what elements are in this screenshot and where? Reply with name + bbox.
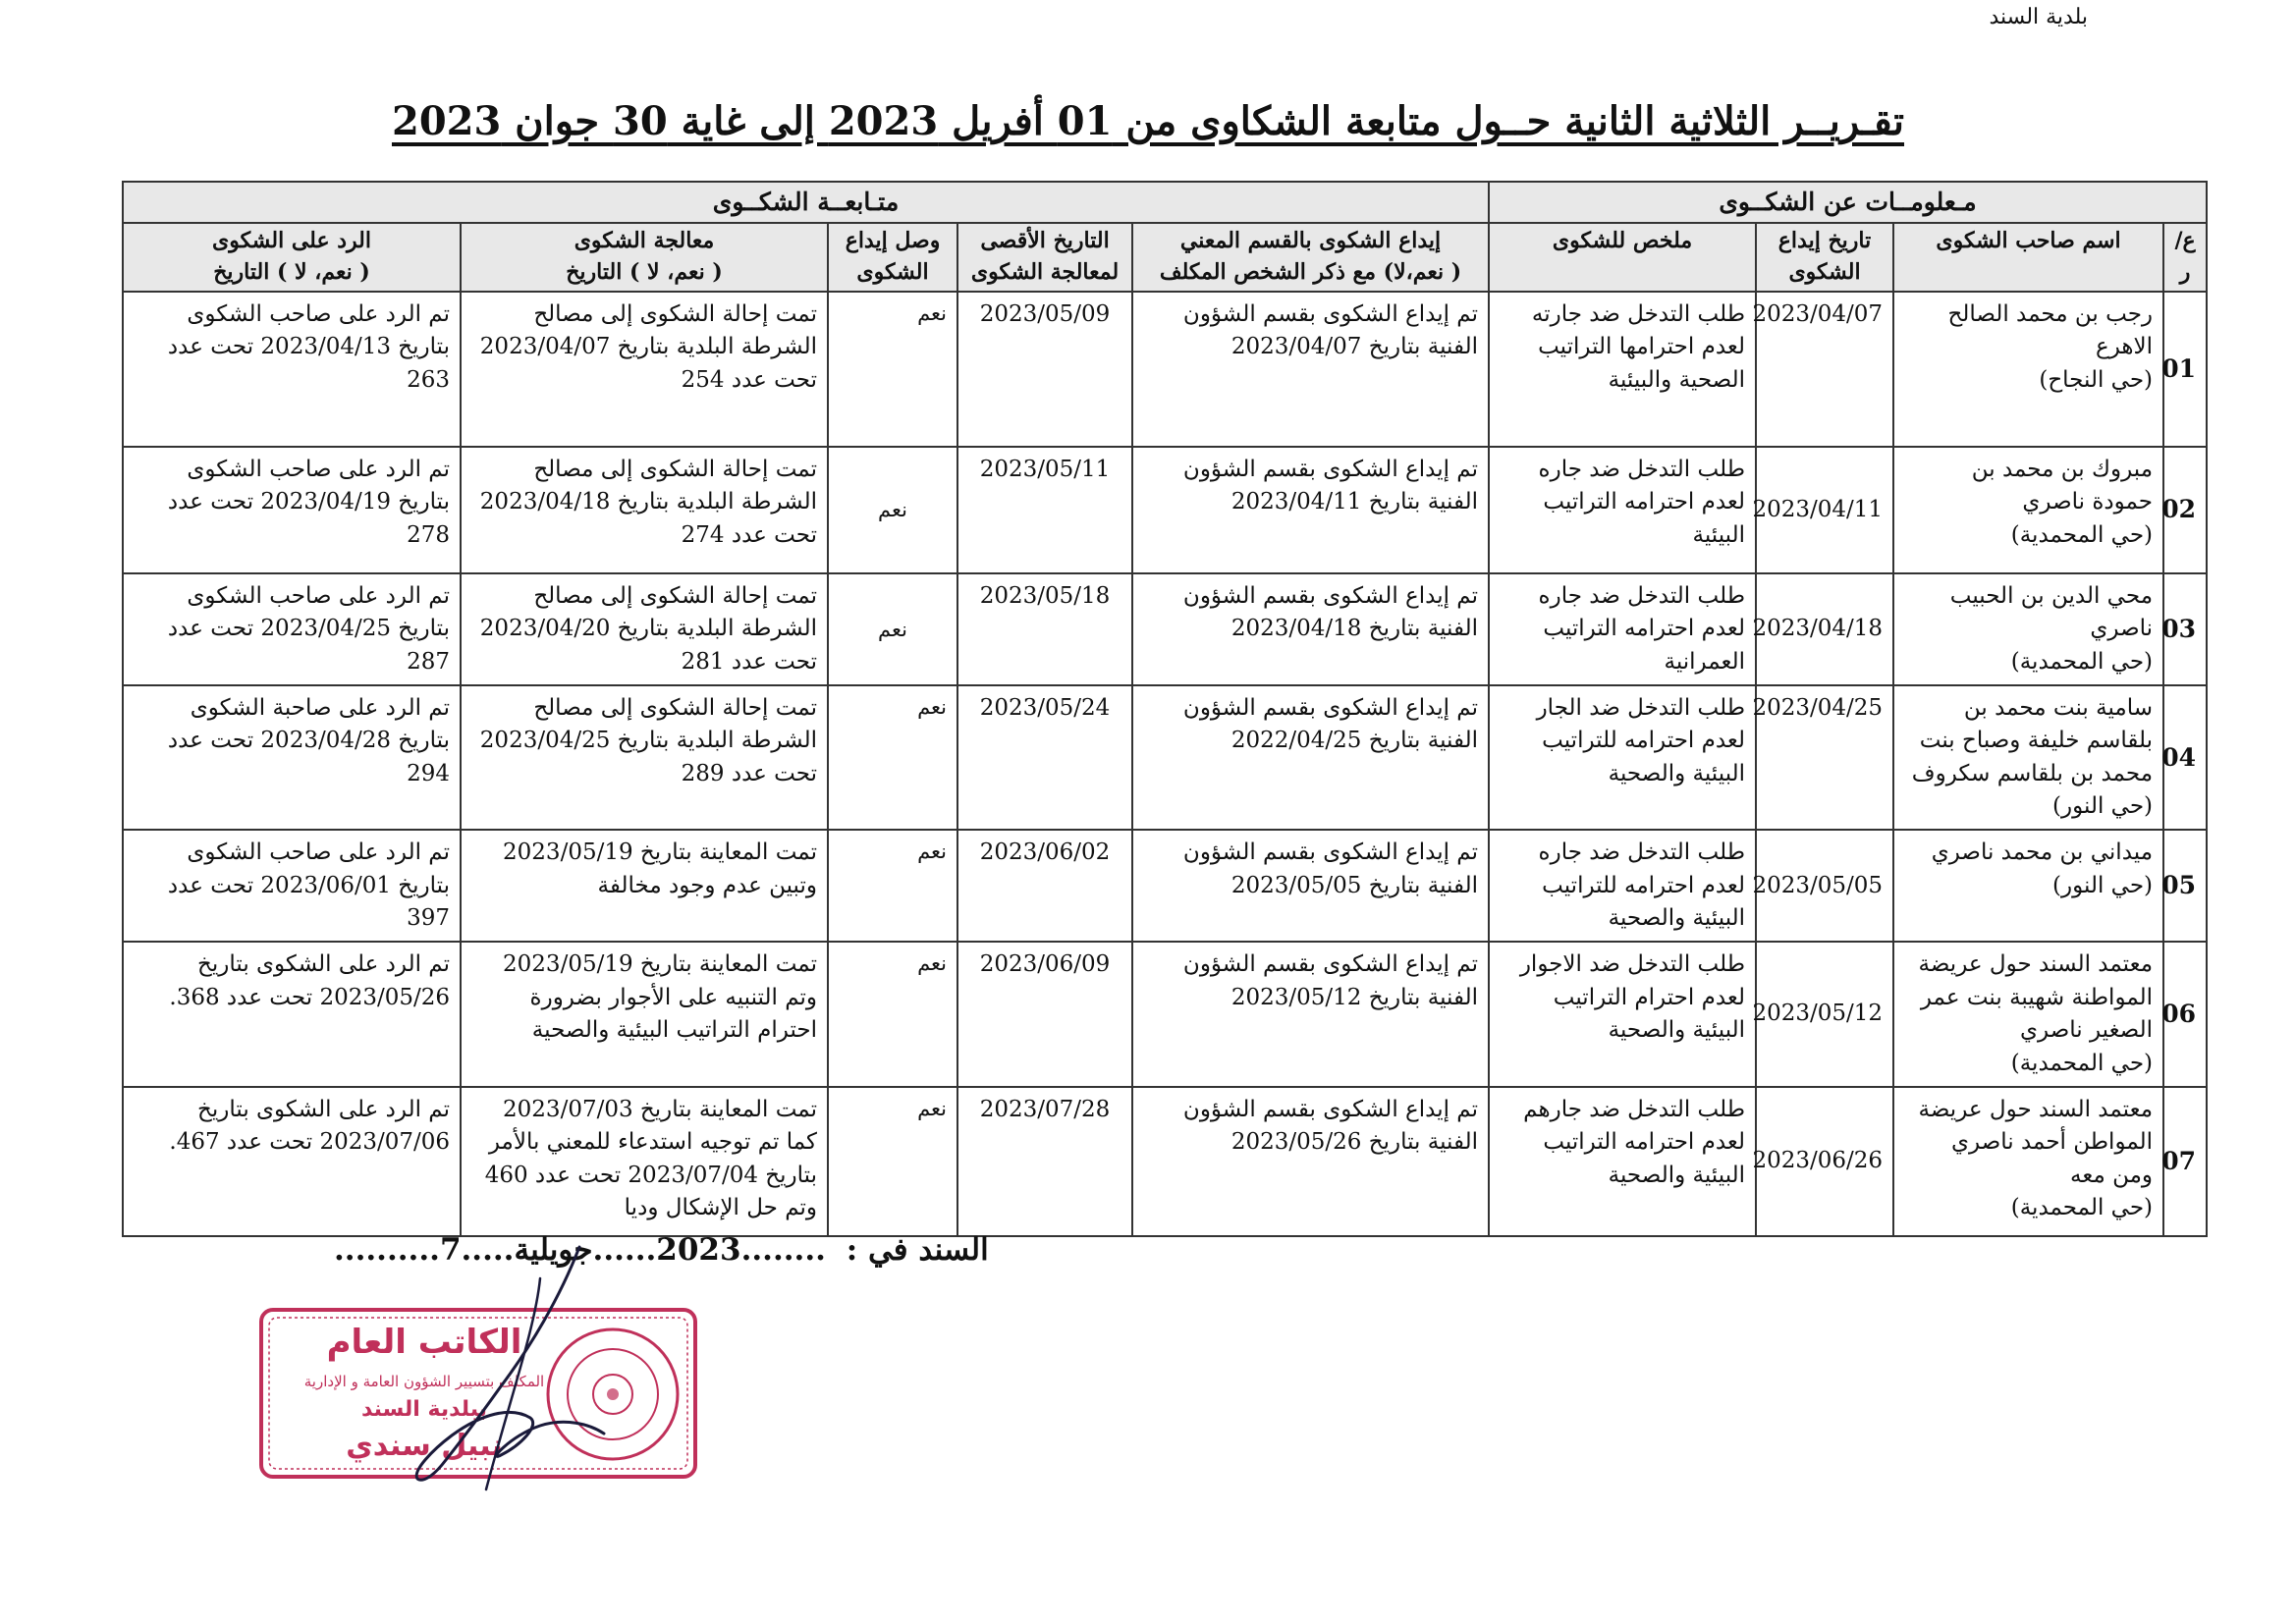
table-row [123,942,2207,1086]
complainant-name: محي الدين بن الحبيب ناصري (حي المحمدية) [1893,573,2163,685]
group-header-info: مـعلومــات عن الشكــوى [1489,182,2207,223]
complaint-date: 2023/04/07 [1756,292,1893,447]
row-num: 06 [2163,942,2207,1086]
complaint-treatment: تمت المعاينة بتاريخ 2023/05/19 وتبين عدم وجود مخالفة [461,830,828,942]
complaint-date: 2023/06/26 [1756,1087,1893,1236]
column-header-row [123,223,2207,292]
row-num: 04 [2163,685,2207,830]
stamp-name: نبيل سندي [346,1429,503,1463]
row-num: 01 [2163,292,2207,447]
complaint-treatment: تمت إحالة الشكوى إلى مصالح الشرطة البلدية بتاريخ 2023/04/20 تحت عدد 281 [461,573,828,685]
complaint-deadline: 2023/05/18 [957,573,1132,685]
group-header-row [123,182,2207,223]
table-row [123,830,2207,942]
report-title-text: تقـريــر الثلاثية الثانية حــول متابعة الشكاوى من 01 أفريل 2023 إلى غاية 30 جوان 2023 [391,98,1905,144]
complaint-reply: تم الرد على صاحب الشكوى بتاريخ 2023/04/13 تحت عدد 263 [123,292,461,447]
complaint-date: 2023/04/11 [1756,447,1893,573]
signature-stroke [416,1247,604,1480]
footer-place-label: السند في : [846,1232,989,1268]
complaint-summary: طلب التدخل ضد جارته لعدم احترامها التراتيب الصحية والبيئية [1489,292,1756,447]
col-header-deposit: إيداع الشكوى بالقسم المعني ( نعم،لا) مع ذكر الشخص المكلف [1132,223,1489,292]
complainant-name: مبروك بن محمد بن حمودة ناصري (حي المحمدية) [1893,447,2163,573]
col-header-deadline: التاريخ الأقصى لمعالجة الشكوى [957,223,1132,292]
complaint-reply: تم الرد على صاحبة الشكوى بتاريخ 2023/04/28 تحت عدد 294 [123,685,461,830]
col-header-treatment: معالجة الشكوى ( نعم، لا ) التاريخ [461,223,828,292]
complaint-summary: طلب التدخل ضد جاره لعدم احترامه للتراتيب البيئية والصحية [1489,830,1756,942]
complaint-deposit: تم إيداع الشكوى بقسم الشؤون الفنية بتاريخ 2022/04/25 [1132,685,1489,830]
complaint-deposit: تم إيداع الشكوى بقسم الشؤون الفنية بتاريخ 2023/05/26 [1132,1087,1489,1236]
col-header-receipt: وصل إيداع الشكوى [828,223,957,292]
complainant-name: معتمد السند حول عريضة المواطن أحمد ناصري ومن معه (حي المحمدية) [1893,1087,2163,1236]
complainant-name: سامية بنت محمد بن بلقاسم خليفة وصباح بنت محمد بن بلقاسم سكروف (حي النور) [1893,685,2163,830]
complaint-summary: طلب التدخل ضد الجار لعدم احترامه للتراتيب البيئية والصحية [1489,685,1756,830]
complaint-treatment: تمت إحالة الشكوى إلى مصالح الشرطة البلدية بتاريخ 2023/04/07 تحت عدد 254 [461,292,828,447]
complaint-summary: طلب التدخل ضد الاجوار لعدم احترام التراتيب البيئية والصحية [1489,942,1756,1086]
table-row [123,573,2207,685]
footer-date-value: ........2023......جويلية.....7.......... [334,1232,826,1268]
complaint-date: 2023/05/05 [1756,830,1893,942]
complaint-receipt: نعم [828,447,957,573]
complaint-summary: طلب التدخل ضد جاره لعدم احترامه التراتيب البيئية [1489,447,1756,573]
complaint-deadline: 2023/07/28 [957,1087,1132,1236]
group-header-follow: متـابعــة الشكــوى [123,182,1489,223]
complaint-summary: طلب التدخل ضد جاره لعدم احترامه التراتيب العمرانية [1489,573,1756,685]
row-num: 05 [2163,830,2207,942]
complaint-receipt: نعم [828,292,957,447]
stamp-line1: المكلف بتسيير الشؤون العامة و الإدارية [303,1373,545,1390]
signature-stroke-2 [486,1278,540,1489]
complaint-reply: تم الرد على صاحب الشكوى بتاريخ 2023/04/19 تحت عدد 278 [123,447,461,573]
table-row [123,447,2207,573]
organization-name: بلدية السند [1989,5,2088,29]
complainant-name: رجب بن محمد الصالح الاهرع (حي النجاح) [1893,292,2163,447]
complaint-date: 2023/04/25 [1756,685,1893,830]
col-header-reply: الرد على الشكوى ( نعم، لا ) التاريخ [123,223,461,292]
row-num: 07 [2163,1087,2207,1236]
col-header-name: اسم صاحب الشكوى [1893,223,2163,292]
complaint-receipt: نعم [828,573,957,685]
complaint-date: 2023/04/18 [1756,573,1893,685]
complaint-deadline: 2023/05/24 [957,685,1132,830]
col-header-num: ع/ر [2163,223,2207,292]
complaint-treatment: تمت إحالة الشكوى إلى مصالح الشرطة البلدية بتاريخ 2023/04/25 تحت عدد 289 [461,685,828,830]
complaint-treatment: تمت المعاينة بتاريخ 2023/07/03 كما تم توجيه استدعاء للمعني بالأمر بتاريخ 2023/07/04 تحت عدد 460 وتم حل الإشكال وديا [461,1087,828,1236]
complaint-treatment: تمت المعاينة بتاريخ 2023/05/19 وتم التنبيه على الأجوار بضرورة احترام التراتيب البيئية والصحية [461,942,828,1086]
complaint-deposit: تم إيداع الشكوى بقسم الشؤون الفنية بتاريخ 2023/05/05 [1132,830,1489,942]
complaint-deposit: تم إيداع الشكوى بقسم الشؤون الفنية بتاريخ 2023/04/07 [1132,292,1489,447]
complaint-receipt: نعم [828,685,957,830]
complaint-reply: تم الرد على الشكوى بتاريخ 2023/05/26 تحت عدد 368. [123,942,461,1086]
complainant-name: ميداني بن محمد ناصري (حي النور) [1893,830,2163,942]
complaint-summary: طلب التدخل ضد جارهم لعدم احترامه التراتيب البيئية والصحية [1489,1087,1756,1236]
complaint-deposit: تم إيداع الشكوى بقسم الشؤون الفنية بتاريخ 2023/04/18 [1132,573,1489,685]
complaint-date: 2023/05/12 [1756,942,1893,1086]
table-row [123,685,2207,830]
complaint-reply: تم الرد على صاحب الشكوى بتاريخ 2023/04/25 تحت عدد 287 [123,573,461,685]
col-header-date: تاريخ إيداع الشكوى [1756,223,1893,292]
complaint-reply: تم الرد على صاحب الشكوى بتاريخ 2023/06/01 تحت عدد 397 [123,830,461,942]
row-num: 02 [2163,447,2207,573]
complaints-table [122,181,2208,1237]
report-title [0,98,2296,144]
complaint-deadline: 2023/06/09 [957,942,1132,1086]
complaint-deposit: تم إيداع الشكوى بقسم الشؤون الفنية بتاريخ 2023/04/11 [1132,447,1489,573]
col-header-summary: ملخص للشكوى [1489,223,1756,292]
complaint-deposit: تم إيداع الشكوى بقسم الشؤون الفنية بتاريخ 2023/05/12 [1132,942,1489,1086]
table-row [123,1087,2207,1236]
complaint-deadline: 2023/05/11 [957,447,1132,573]
signature-drawing [393,1239,619,1494]
complaint-receipt: نعم [828,1087,957,1236]
complainant-name: معتمد السند حول عريضة المواطنة شهيبة بنت عمر الصغير ناصري (حي المحمدية) [1893,942,2163,1086]
row-num: 03 [2163,573,2207,685]
complaint-deadline: 2023/06/02 [957,830,1132,942]
stamp-line2: ببلدية السند [360,1397,488,1422]
table-row [123,292,2207,447]
complaint-receipt: نعم [828,830,957,942]
stamp-title: الكاتب العام [326,1323,522,1362]
complaint-deadline: 2023/05/09 [957,292,1132,447]
complaint-treatment: تمت إحالة الشكوى إلى مصالح الشرطة البلدية بتاريخ 2023/04/18 تحت عدد 274 [461,447,828,573]
complaint-reply: تم الرد على الشكوى بتاريخ 2023/07/06 تحت عدد 467. [123,1087,461,1236]
complaint-receipt: نعم [828,942,957,1086]
